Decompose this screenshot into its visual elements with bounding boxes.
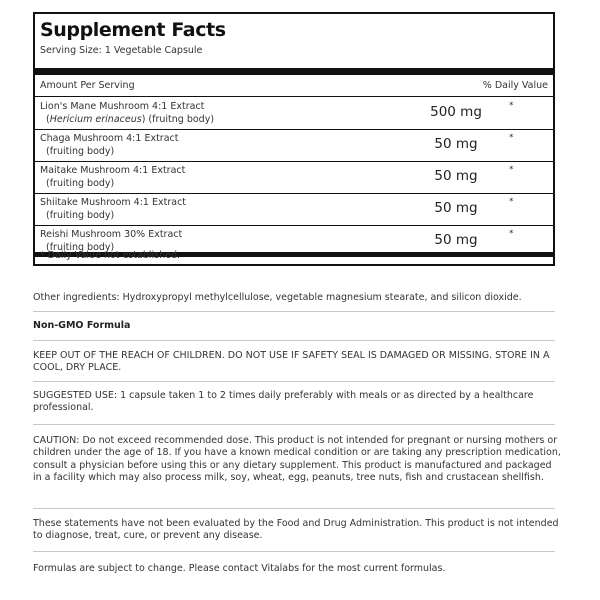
ingredient-row-lions-mane [35, 98, 553, 130]
amount-per-serving-label: Amount Per Serving [40, 80, 135, 91]
thick-divider [35, 68, 553, 75]
ingredient-source: (Hericium erinaceus) (fruitng body) [46, 114, 215, 125]
ingredient-dv: * [509, 197, 514, 207]
ingredient-source: (fruiting body) [46, 210, 115, 221]
divider [33, 340, 555, 341]
other-ingredients: Other ingredients: Hydroxypropyl methylcellulose, vegetable magnesium stearate, and silicon dioxide. [33, 292, 522, 303]
ingredient-name: Chaga Mushroom 4:1 Extract [40, 133, 179, 144]
ingredient-dv: * [509, 101, 514, 111]
ingredient-name: Shiitake Mushroom 4:1 Extract [40, 197, 187, 208]
divider [33, 381, 555, 382]
ingredient-dv: * [509, 229, 514, 239]
facts-title: Supplement Facts [40, 19, 226, 41]
non-gmo-label: Non-GMO Formula [33, 320, 131, 331]
ingredient-source: (fruiting body) [46, 146, 115, 157]
formulas-note: Formulas are subject to change. Please contact Vitalabs for the most current formulas. [33, 563, 446, 574]
divider [33, 551, 555, 552]
ingredient-source: (fruiting body) [46, 242, 115, 253]
caution-statement: CAUTION: Do not exceed recommended dose. This product is not intended for pregnant or nursing mothers or children under the age of 18. If you have a known medical condition or are taking any prescription medication, consult a physician before using this or any dietary supplement. This product is manufactured and packaged in a facility which may also process milk, soy, wheat, egg, peanuts, tree nuts, fish and crustacean shellfish. [33, 435, 561, 484]
ingredient-amount: 50 mg [434, 136, 478, 152]
divider [33, 311, 555, 312]
keep-out-warning: KEEP OUT OF THE REACH OF CHILDREN. DO NOT USE IF SAFETY SEAL IS DAMAGED OR MISSING. STORE IN A COOL, DRY PLACE. [33, 350, 550, 374]
ingredient-source: (fruiting body) [46, 178, 115, 189]
divider [33, 424, 555, 425]
divider [33, 508, 555, 509]
ingredient-row-chaga [35, 130, 553, 162]
ingredient-dv: * [509, 133, 514, 143]
ingredient-row-maitake [35, 162, 553, 194]
ingredient-amount: 50 mg [434, 200, 478, 216]
ingredient-name: Maitake Mushroom 4:1 Extract [40, 165, 186, 176]
ingredient-amount: 50 mg [434, 232, 478, 248]
ingredient-amount: 500 mg [430, 104, 482, 120]
ingredient-amount: 50 mg [434, 168, 478, 184]
latin-name: Hericium erinaceus [49, 114, 142, 125]
ingredient-row-shiitake [35, 194, 553, 226]
suggested-use: SUGGESTED USE: 1 capsule taken 1 to 2 times daily preferably with meals or as directed by a healthcare professional. [33, 390, 534, 414]
fda-disclaimer: These statements have not been evaluated by the Food and Drug Administration. This product is not intended to diagnose, treat, cure, or prevent any disease. [33, 518, 559, 542]
daily-value-footnote: * Daily Value not established. [40, 250, 181, 261]
supplement-facts-panel [33, 12, 555, 266]
daily-value-label: % Daily Value [482, 80, 548, 91]
ingredient-name: Reishi Mushroom 30% Extract [40, 229, 183, 240]
ingredient-dv: * [509, 165, 514, 175]
ingredient-name: Lion's Mane Mushroom 4:1 Extract [40, 101, 205, 112]
facts-header-row [35, 75, 553, 97]
serving-size: Serving Size: 1 Vegetable Capsule [40, 45, 203, 56]
